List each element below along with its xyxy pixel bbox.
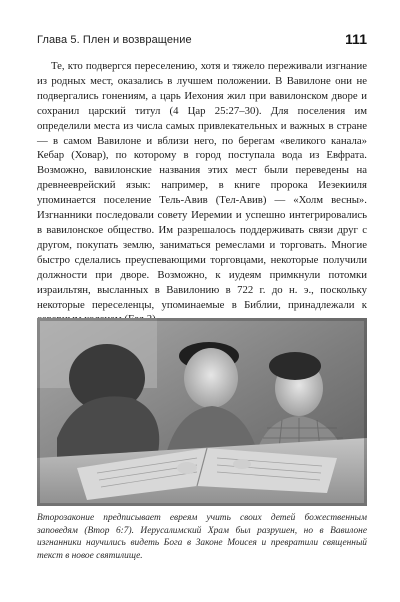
paragraph: Те, кто подвергся переселению, хотя и тяжело переживали изгнание из родных мест, оказались в лучшем положении. В Вавилоне они не подвергались гонениям, а царь Иехония жил при вавилонском дворе и сохранил царский титул (4 Цар 25:27–30). Для поселения им определили места из числа самых привлекательных и важных в стране — в самом Вавилоне и вблизи него, по берегам «великого канала» Кебар (Ховар), по которому в город поступала вода из Евфрата. Возможно, вавилонские названия этих мест были переведены на древнееврейский язык: например, в книге пророка Иезекииля упоминается поселение Тель-Авив (Тел-Авив) — «Холм весны». Изгнанники последовали совету Иеремии и успешно интегрировались в вавилонское общество. Им разрешалось поддерживать связи друг с другом, покупать землю, заниматься ремеслами и торговать. Многие быстро сделались преуспевающими торговцами, некоторые получили должности при дворе. Возможно, к иудеям примкнули потомки израильтян, высланных в Вавилонию в 722 г. до н. э., поскольку некоторые переселенцы, упоминаемые в Библии, принадлежали к	[37, 60, 367, 311]
photo-children-studying-torah	[37, 318, 367, 506]
page-number: 111	[345, 31, 367, 47]
photo-caption: Второзаконие предписывает евреям учить своих детей божественным заповедям (Втор 6:7). Иерусалимский Храм был разрушен, но в Вавилоне изгнанники научились видеть Бога в Законе Моисея и превратили священный текст в новое святилище.	[37, 513, 367, 561]
running-title: Глава 5. Плен и возвращение	[37, 34, 192, 46]
